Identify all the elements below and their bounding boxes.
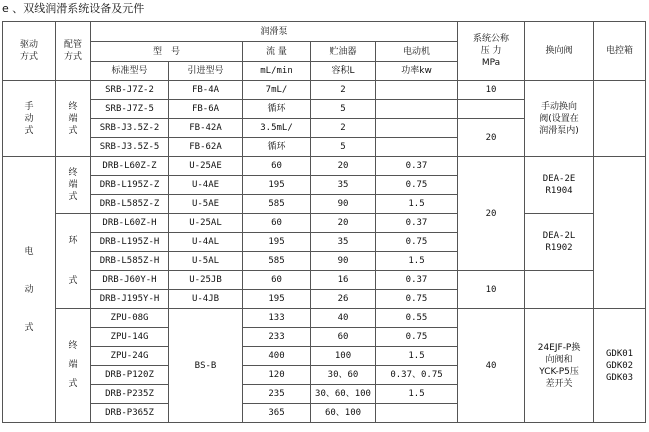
motor-cell: 1.5 [376, 385, 458, 404]
motor-cell [376, 119, 458, 138]
reservoir-cell: 30、60 [311, 366, 376, 385]
std-model-cell: DRB-P365Z [91, 404, 169, 423]
std-model-cell: DRB-L585Z-H [91, 252, 169, 271]
motor-cell: 0.55 [376, 309, 458, 328]
reservoir-cell: 26 [311, 290, 376, 309]
motor-cell [376, 404, 458, 423]
motor-cell [376, 138, 458, 157]
reservoir-cell: 20 [311, 157, 376, 176]
imported-model-cell: U-4JB [169, 290, 243, 309]
header-drive-mode: 驱动 方式 [3, 22, 56, 81]
flow-cell: 235 [243, 385, 311, 404]
std-model-cell: DRB-L195Z-Z [91, 176, 169, 195]
reservoir-cell: 100 [311, 347, 376, 366]
reservoir-cell: 30、60、100 [311, 385, 376, 404]
motor-cell: 0.75 [376, 176, 458, 195]
imported-model-cell: U-4AE [169, 176, 243, 195]
reservoir-cell: 5 [311, 138, 376, 157]
flow-cell: 120 [243, 366, 311, 385]
motor-cell: 0.75 [376, 233, 458, 252]
table-caption: e 、双线润滑系统设备及元件 [2, 2, 145, 15]
pipe-end-1: 终 端 式 [56, 157, 91, 214]
controller-empty-manual [594, 81, 646, 157]
imported-model-cell: U-25AE [169, 157, 243, 176]
reservoir-cell: 5 [311, 100, 376, 119]
controller-empty-1 [594, 157, 646, 309]
std-model-cell: SRB-J3.5Z-2 [91, 119, 169, 138]
motor-cell: 0.37 [376, 271, 458, 290]
flow-cell: 400 [243, 347, 311, 366]
valve-empty [525, 271, 594, 309]
valve-end-2: 24EJF-P换 向阀和 YCK-P5压 差开关 [525, 309, 594, 423]
std-model-cell: ZPU-08G [91, 309, 169, 328]
std-model-cell: SRB-J3.5Z-5 [91, 138, 169, 157]
motor-cell: 1.5 [376, 195, 458, 214]
imported-model-cell: U-25AL [169, 214, 243, 233]
flow-cell: 循环 [243, 138, 311, 157]
std-model-cell: DRB-J60Y-H [91, 271, 169, 290]
header-piping: 配管 方式 [56, 22, 91, 81]
pipe-end-2: 终 端 式 [56, 309, 91, 423]
header-imported-model: 引进型号 [169, 62, 243, 81]
pressure-cell: 10 [458, 271, 525, 309]
header-reservoir: 贮油器 [311, 42, 376, 62]
valve-manual: 手动换向 阀(设置在 润滑泵内) [525, 81, 594, 157]
equipment-table [2, 21, 646, 423]
flow-cell: 585 [243, 252, 311, 271]
std-model-cell: DRB-L585Z-Z [91, 195, 169, 214]
motor-cell: 0.37 [376, 214, 458, 233]
header-flow-unit: mL/min [243, 62, 311, 81]
reservoir-cell: 40 [311, 309, 376, 328]
reservoir-cell: 90 [311, 252, 376, 271]
imported-model-bsb: BS-B [169, 309, 243, 423]
header-pump: 润滑泵 [91, 22, 458, 42]
motor-cell: 1.5 [376, 347, 458, 366]
flow-cell: 195 [243, 290, 311, 309]
drive-manual: 手 动 式 [3, 81, 56, 157]
header-model: 型 号 [91, 42, 243, 62]
std-model-cell: ZPU-14G [91, 328, 169, 347]
flow-cell: 365 [243, 404, 311, 423]
reservoir-cell: 35 [311, 176, 376, 195]
pressure-cell-empty [458, 100, 525, 119]
imported-model-cell: FB-62A [169, 138, 243, 157]
pipe-end-manual: 终 端 式 [56, 81, 91, 157]
reservoir-cell: 60 [311, 328, 376, 347]
imported-model-cell: FB-6A [169, 100, 243, 119]
motor-cell [376, 100, 458, 119]
imported-model-cell: U-25JB [169, 271, 243, 290]
flow-cell: 7mL/ [243, 81, 311, 100]
reservoir-cell: 2 [311, 81, 376, 100]
motor-cell: 0.75 [376, 328, 458, 347]
pressure-cell: 20 [458, 157, 525, 271]
motor-cell: 1.5 [376, 252, 458, 271]
motor-cell: 0.75 [376, 290, 458, 309]
reservoir-cell: 16 [311, 271, 376, 290]
flow-cell: 60 [243, 271, 311, 290]
reservoir-cell: 20 [311, 214, 376, 233]
header-motor: 电动机 [376, 42, 458, 62]
flow-cell: 585 [243, 195, 311, 214]
flow-cell: 3.5mL/ [243, 119, 311, 138]
valve-end-1: DEA-2E R1904 [525, 157, 594, 214]
pipe-ring: 环 式 [56, 214, 91, 309]
flow-cell: 133 [243, 309, 311, 328]
header-motor-unit: 功率kw [376, 62, 458, 81]
flow-cell: 195 [243, 176, 311, 195]
std-model-cell: DRB-P235Z [91, 385, 169, 404]
imported-model-cell: U-5AE [169, 195, 243, 214]
motor-cell [376, 81, 458, 100]
header-valve: 换向阀 [525, 22, 594, 81]
std-model-cell: DRB-L195Z-H [91, 233, 169, 252]
valve-ring: DEA-2L R1902 [525, 214, 594, 271]
std-model-cell: DRB-L60Z-Z [91, 157, 169, 176]
reservoir-cell: 60、100 [311, 404, 376, 423]
flow-cell: 循环 [243, 100, 311, 119]
header-reservoir-unit: 容积L [311, 62, 376, 81]
pressure-cell: 40 [458, 309, 525, 423]
flow-cell: 60 [243, 157, 311, 176]
reservoir-cell: 90 [311, 195, 376, 214]
header-pressure: 系统公称 压 力 MPa [458, 22, 525, 81]
reservoir-cell: 2 [311, 119, 376, 138]
header-std-model: 标准型号 [91, 62, 169, 81]
imported-model-cell: U-4AL [169, 233, 243, 252]
motor-cell: 0.37 [376, 157, 458, 176]
imported-model-cell: U-5AL [169, 252, 243, 271]
header-controller: 电控箱 [594, 22, 646, 81]
flow-cell: 60 [243, 214, 311, 233]
drive-electric: 电 动 式 [3, 157, 56, 423]
std-model-cell: SRB-J7Z-2 [91, 81, 169, 100]
imported-model-cell: FB-4A [169, 81, 243, 100]
motor-cell: 0.37、0.75 [376, 366, 458, 385]
flow-cell: 195 [243, 233, 311, 252]
std-model-cell: DRB-J195Y-H [91, 290, 169, 309]
pressure-cell: 10 [458, 81, 525, 100]
std-model-cell: DRB-L60Z-H [91, 214, 169, 233]
imported-model-cell: FB-42A [169, 119, 243, 138]
flow-cell: 233 [243, 328, 311, 347]
std-model-cell: ZPU-24G [91, 347, 169, 366]
std-model-cell: DRB-P120Z [91, 366, 169, 385]
controller-list: GDK01 GDK02 GDK03 [594, 309, 646, 423]
std-model-cell: SRB-J7Z-5 [91, 100, 169, 119]
reservoir-cell: 35 [311, 233, 376, 252]
pressure-cell: 20 [458, 119, 525, 157]
header-flow: 流 量 [243, 42, 311, 62]
